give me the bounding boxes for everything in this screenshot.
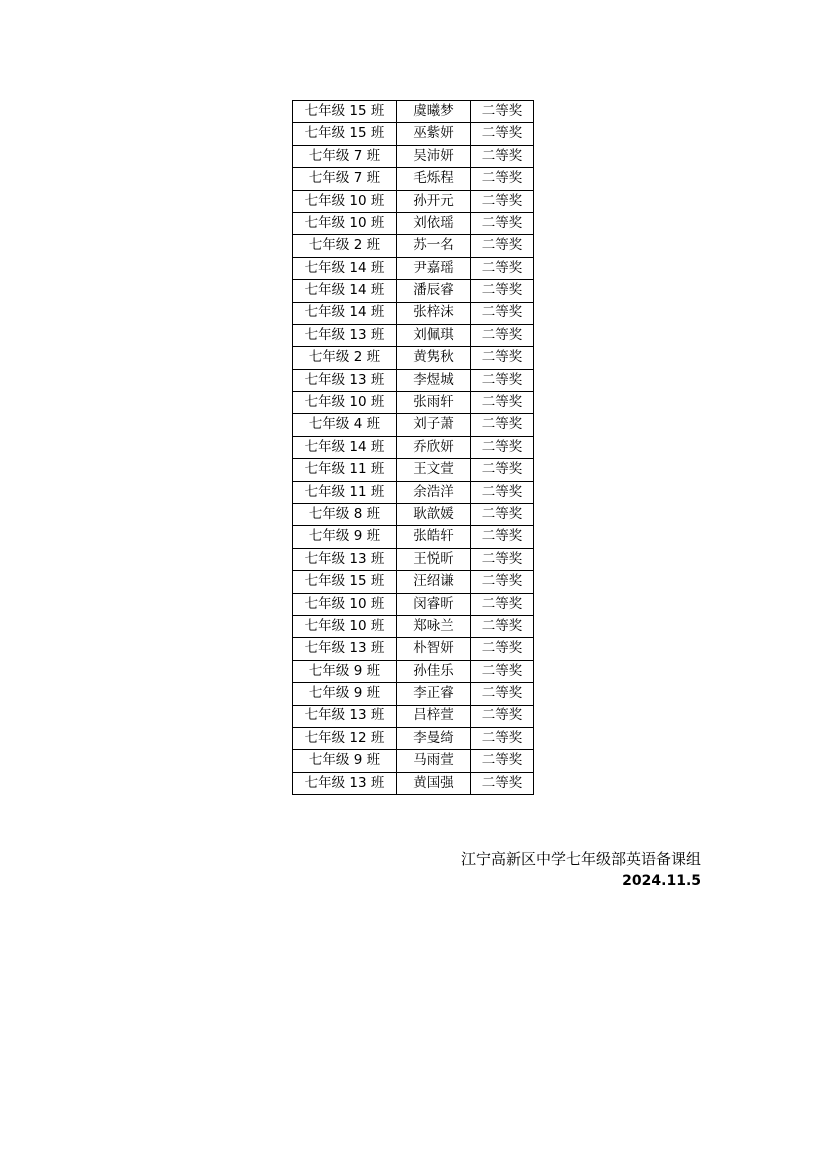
table-row (293, 772, 534, 794)
student-name-cell: 朴智妍 (397, 638, 471, 660)
table-row (293, 638, 534, 660)
table-row (293, 459, 534, 481)
student-name-cell: 余浩洋 (397, 481, 471, 503)
award-cell: 二等奖 (471, 660, 534, 682)
class-cell: 七年级 15 班 (293, 571, 397, 593)
table-row (293, 481, 534, 503)
class-cell: 七年级 2 班 (293, 235, 397, 257)
award-cell: 二等奖 (471, 212, 534, 234)
student-name-cell: 尹嘉瑶 (397, 257, 471, 279)
class-cell: 七年级 9 班 (293, 660, 397, 682)
class-cell: 七年级 10 班 (293, 615, 397, 637)
table-row (293, 615, 534, 637)
student-name-cell: 闵睿昕 (397, 593, 471, 615)
class-cell: 七年级 13 班 (293, 369, 397, 391)
table-row (293, 257, 534, 279)
student-name-cell: 黄隽秋 (397, 347, 471, 369)
student-name-cell: 张雨轩 (397, 392, 471, 414)
table-row (293, 571, 534, 593)
award-cell: 二等奖 (471, 638, 534, 660)
class-cell: 七年级 7 班 (293, 145, 397, 167)
class-cell: 七年级 13 班 (293, 772, 397, 794)
award-cell: 二等奖 (471, 526, 534, 548)
award-cell: 二等奖 (471, 504, 534, 526)
student-name-cell: 郑咏兰 (397, 615, 471, 637)
class-cell: 七年级 7 班 (293, 168, 397, 190)
class-cell: 七年级 13 班 (293, 705, 397, 727)
student-name-cell: 王文萱 (397, 459, 471, 481)
table-row (293, 145, 534, 167)
class-cell: 七年级 14 班 (293, 257, 397, 279)
student-name-cell: 虞曦梦 (397, 101, 471, 123)
class-cell: 七年级 13 班 (293, 638, 397, 660)
table-row (293, 750, 534, 772)
award-cell: 二等奖 (471, 481, 534, 503)
table-row (293, 705, 534, 727)
award-cell: 二等奖 (471, 459, 534, 481)
table-row (293, 168, 534, 190)
award-cell: 二等奖 (471, 727, 534, 749)
award-cell: 二等奖 (471, 280, 534, 302)
table-row (293, 504, 534, 526)
table-row (293, 392, 534, 414)
student-name-cell: 吴沛妍 (397, 145, 471, 167)
student-name-cell: 黄国强 (397, 772, 471, 794)
class-cell: 七年级 11 班 (293, 481, 397, 503)
award-cell: 二等奖 (471, 750, 534, 772)
award-cell: 二等奖 (471, 548, 534, 570)
award-cell: 二等奖 (471, 683, 534, 705)
student-name-cell: 张皓轩 (397, 526, 471, 548)
signature-date: 2024.11.5 (622, 873, 701, 889)
student-name-cell: 耿歆媛 (397, 504, 471, 526)
award-cell: 二等奖 (471, 593, 534, 615)
table-row (293, 324, 534, 346)
table-row (293, 280, 534, 302)
class-cell: 七年级 9 班 (293, 683, 397, 705)
table-row (293, 302, 534, 324)
student-name-cell: 乔欣妍 (397, 436, 471, 458)
student-name-cell: 刘佩琪 (397, 324, 471, 346)
student-name-cell: 刘子萧 (397, 414, 471, 436)
award-cell: 二等奖 (471, 369, 534, 391)
award-cell: 二等奖 (471, 392, 534, 414)
student-name-cell: 潘辰睿 (397, 280, 471, 302)
award-cell: 二等奖 (471, 168, 534, 190)
award-cell: 二等奖 (471, 190, 534, 212)
table-row (293, 593, 534, 615)
student-name-cell: 马雨萱 (397, 750, 471, 772)
student-name-cell: 刘依瑶 (397, 212, 471, 234)
table-row (293, 101, 534, 123)
table-row (293, 123, 534, 145)
class-cell: 七年级 14 班 (293, 302, 397, 324)
class-cell: 七年级 14 班 (293, 436, 397, 458)
student-name-cell: 李正睿 (397, 683, 471, 705)
class-cell: 七年级 11 班 (293, 459, 397, 481)
class-cell: 七年级 8 班 (293, 504, 397, 526)
student-name-cell: 李煜城 (397, 369, 471, 391)
student-name-cell: 孙开元 (397, 190, 471, 212)
award-cell: 二等奖 (471, 101, 534, 123)
award-cell: 二等奖 (471, 324, 534, 346)
table-row (293, 369, 534, 391)
award-cell: 二等奖 (471, 235, 534, 257)
class-cell: 七年级 4 班 (293, 414, 397, 436)
class-cell: 七年级 9 班 (293, 526, 397, 548)
class-cell: 七年级 13 班 (293, 324, 397, 346)
award-cell: 二等奖 (471, 414, 534, 436)
table-row (293, 526, 534, 548)
student-name-cell: 孙佳乐 (397, 660, 471, 682)
class-cell: 七年级 13 班 (293, 548, 397, 570)
award-cell: 二等奖 (471, 302, 534, 324)
award-cell: 二等奖 (471, 145, 534, 167)
award-cell: 二等奖 (471, 705, 534, 727)
table-row (293, 436, 534, 458)
student-name-cell: 苏一名 (397, 235, 471, 257)
class-cell: 七年级 9 班 (293, 750, 397, 772)
award-cell: 二等奖 (471, 436, 534, 458)
table-row (293, 414, 534, 436)
student-name-cell: 巫紫妍 (397, 123, 471, 145)
table-row (293, 190, 534, 212)
student-name-cell: 毛烁程 (397, 168, 471, 190)
class-cell: 七年级 12 班 (293, 727, 397, 749)
class-cell: 七年级 2 班 (293, 347, 397, 369)
award-cell: 二等奖 (471, 615, 534, 637)
table-row (293, 347, 534, 369)
class-cell: 七年级 14 班 (293, 280, 397, 302)
table-row (293, 235, 534, 257)
table-row (293, 212, 534, 234)
class-cell: 七年级 10 班 (293, 212, 397, 234)
student-name-cell: 王悦昕 (397, 548, 471, 570)
student-name-cell: 李曼绮 (397, 727, 471, 749)
organization-signature: 江宁高新区中学七年级部英语备课组 (460, 850, 701, 868)
class-cell: 七年级 15 班 (293, 101, 397, 123)
student-name-cell: 吕梓萱 (397, 705, 471, 727)
table-row (293, 660, 534, 682)
award-table (292, 100, 534, 795)
award-cell: 二等奖 (471, 772, 534, 794)
table-row (293, 548, 534, 570)
award-cell: 二等奖 (471, 571, 534, 593)
student-name-cell: 张梓沫 (397, 302, 471, 324)
class-cell: 七年级 10 班 (293, 392, 397, 414)
award-table-body (293, 101, 534, 795)
class-cell: 七年级 15 班 (293, 123, 397, 145)
table-row (293, 727, 534, 749)
student-name-cell: 汪绍谦 (397, 571, 471, 593)
award-cell: 二等奖 (471, 347, 534, 369)
class-cell: 七年级 10 班 (293, 593, 397, 615)
award-cell: 二等奖 (471, 123, 534, 145)
table-row (293, 683, 534, 705)
award-cell: 二等奖 (471, 257, 534, 279)
class-cell: 七年级 10 班 (293, 190, 397, 212)
